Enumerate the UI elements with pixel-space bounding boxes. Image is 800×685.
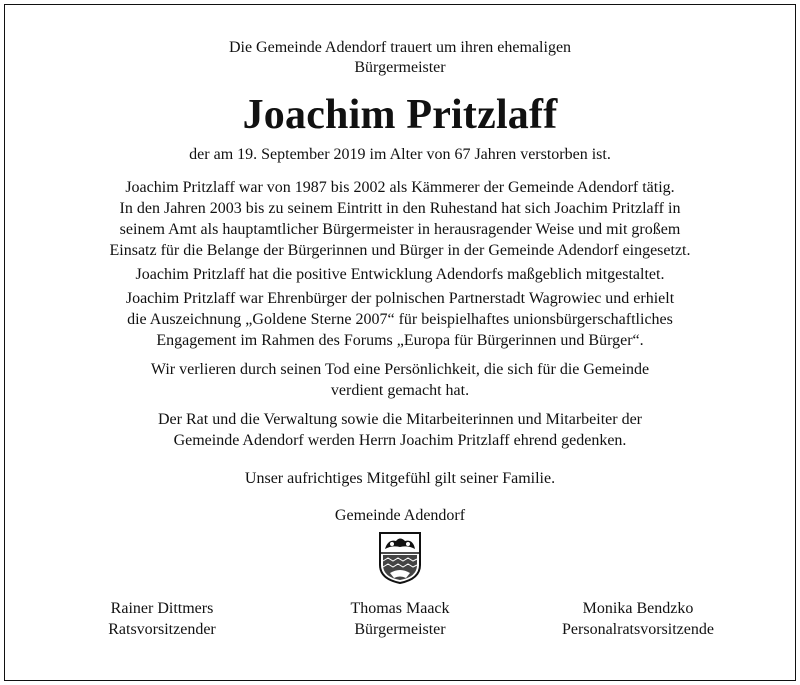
signatory-role: Bürgermeister — [354, 621, 446, 638]
paragraph-line: Gemeinde Adendorf werden Herrn Joachim Pritzlaff ehrend gedenken. — [173, 432, 627, 449]
paragraph-line: Joachim Pritzlaff hat die positive Entwicklung Adendorfs maßgeblich mitgestaltet. — [135, 266, 665, 283]
signatory — [32, 598, 292, 640]
paragraph-line: Der Rat und die Verwaltung sowie die Mitarbeiterinnen und Mitarbeiter der — [157, 411, 642, 428]
paragraph-line: die Auszeichnung „Goldene Sterne 2007“ für beispielhaftes unionsbürgerschaftliches — [127, 311, 673, 328]
paragraph-condolence — [0, 468, 800, 489]
intro-text — [0, 38, 800, 78]
paragraph-line: verdient gemacht hat. — [330, 382, 470, 399]
signatory-role: Ratsvorsitzender — [108, 621, 216, 638]
paragraph-line: In den Jahren 2003 bis zu seinem Eintritt in den Ruhestand hat sich Joachim Pritzlaff in — [119, 200, 681, 217]
signatory — [508, 598, 768, 640]
paragraph-development — [0, 264, 800, 285]
paragraph-line: seinem Amt als hauptamtlicher Bürgermeister in herausragender Weise und mit großem — [119, 221, 681, 238]
paragraph-career — [0, 177, 800, 261]
organization-name: Gemeinde Adendorf — [334, 507, 466, 524]
paragraph-line: Wir verlieren durch seinen Tod eine Persönlichkeit, die sich für die Gemeinde — [150, 361, 650, 378]
paragraph-line: Unser aufrichtiges Mitgefühl gilt seiner Familie. — [244, 470, 556, 487]
paragraph-line: Engagement im Rahmen des Forums „Europa für Bürgerinnen und Bürger“. — [156, 332, 644, 349]
paragraph-remembrance — [0, 409, 800, 451]
intro-line: Die Gemeinde Adendorf trauert um ihren ehemaligen — [228, 39, 572, 56]
signatory-name: Rainer Dittmers — [110, 600, 214, 617]
deceased-name: Joachim Pritzlaff — [242, 92, 558, 138]
paragraph-line: Joachim Pritzlaff war Ehrenbürger der polnischen Partnerstadt Wagrowiec und erhielt — [125, 290, 675, 307]
intro-line: Bürgermeister — [354, 59, 446, 76]
paragraph-line: Einsatz für die Belange der Bürgerinnen und Bürger in der Gemeinde Adendorf eingesetzt. — [109, 242, 691, 259]
coat-of-arms-icon — [378, 531, 422, 585]
death-date-line: der am 19. September 2019 im Alter von 67 Jahren verstorben ist. — [189, 146, 611, 163]
paragraph-line: Joachim Pritzlaff war von 1987 bis 2002 als Kämmerer der Gemeinde Adendorf tätig. — [125, 179, 675, 196]
signatory-role: Personalratsvorsitzende — [562, 621, 714, 638]
paragraph-honors — [0, 288, 800, 351]
signatory — [270, 598, 530, 640]
signatory-name: Monika Bendzko — [582, 600, 694, 617]
signatory-name: Thomas Maack — [350, 600, 450, 617]
paragraph-loss — [0, 359, 800, 401]
